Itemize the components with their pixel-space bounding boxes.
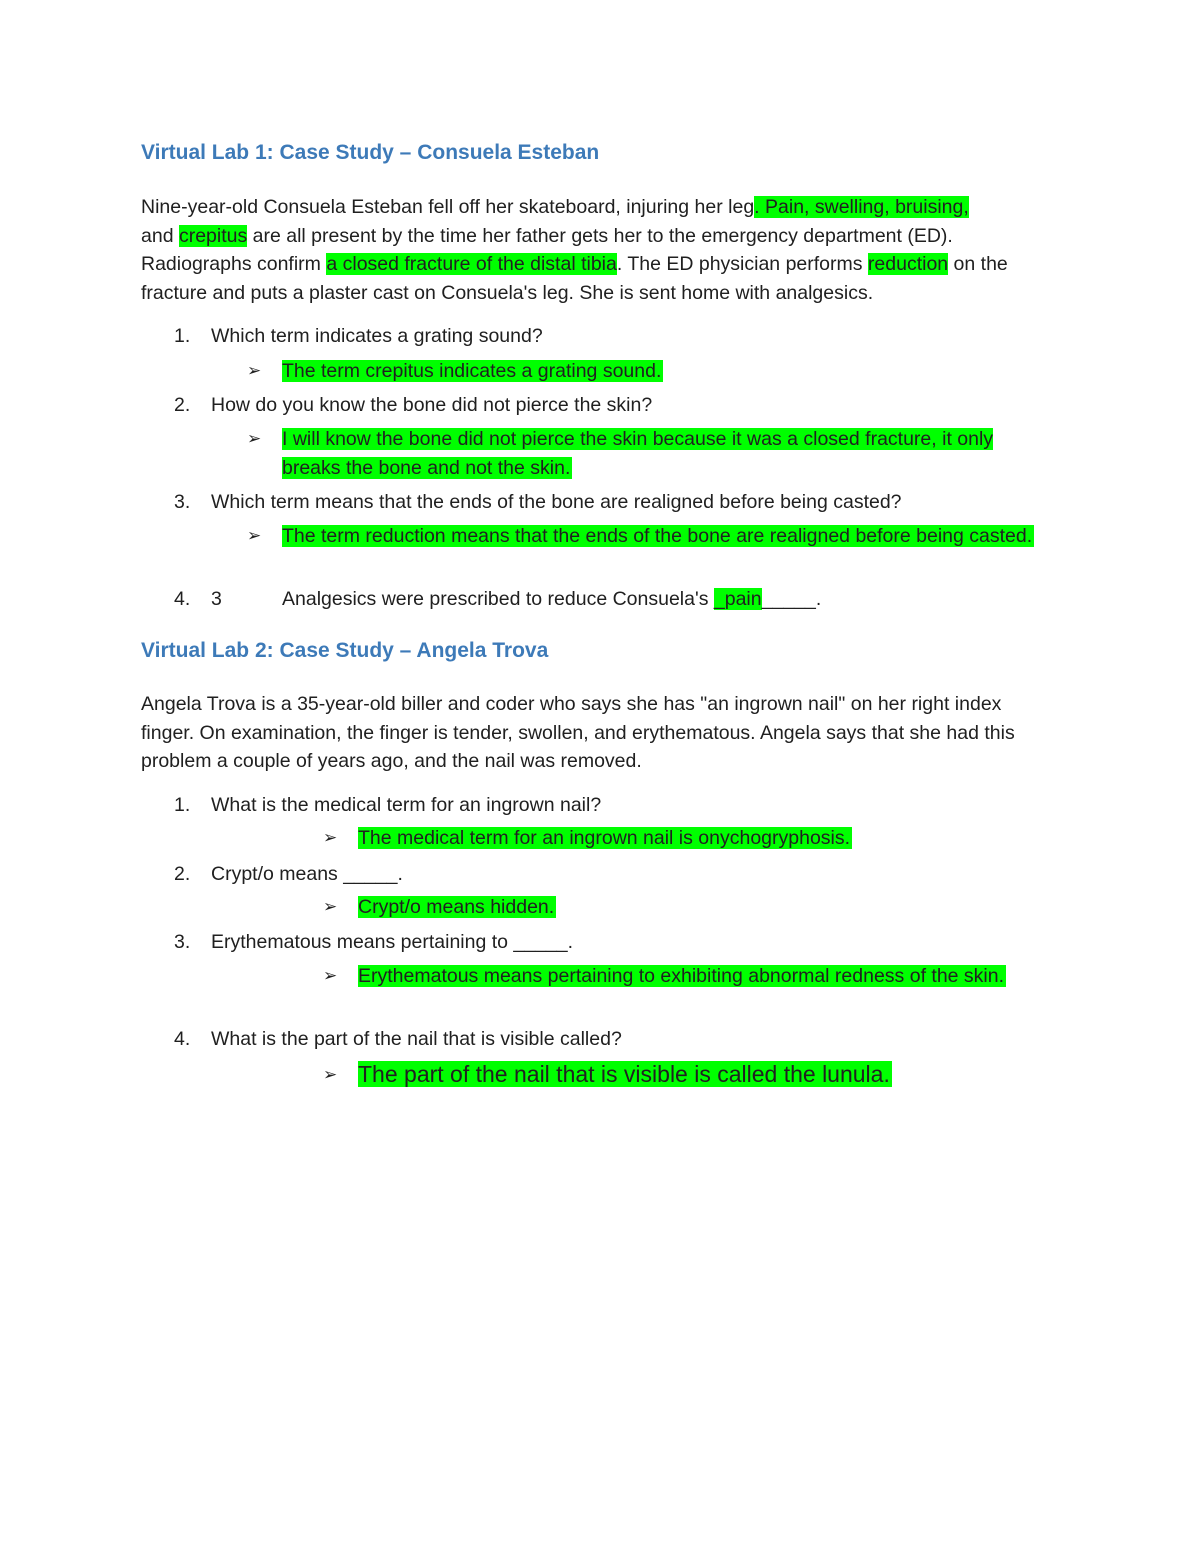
answer: I will know the bone did not pierce the skin because it was a closed fracture, it only breaks the bone and not the skin. [282, 428, 994, 479]
question-text: How do you know the bone did not pierce the skin? [211, 394, 653, 416]
question-text: What is the medical term for an ingrown nail? [211, 794, 602, 816]
arrow-bullet-icon: ➢ [323, 897, 338, 916]
intro-text: Nine-year-old Consuela Esteban fell off her skateboard, injuring her leg [141, 196, 755, 218]
question-text: What is the part of the nail that is visible called? [211, 1028, 622, 1050]
question-number: 1. [174, 325, 191, 347]
intro-text: on the fracture and puts a plaster cast on Consuela's leg. She is sent home with analgesics. [141, 253, 1008, 304]
intro-highlight: reduction [867, 253, 949, 275]
intro-highlight: . Pain, swelling, bruising, [754, 196, 969, 218]
question-number: 4. [174, 588, 191, 610]
answer-blank: _pain [713, 588, 762, 610]
question-number: 1. [174, 794, 191, 816]
question-text: Which term means that the ends of the bone are realigned before being casted? [211, 491, 902, 513]
lab2-intro: Angela Trova is a 35-year-old biller and coder who says she has "an ingrown nail" on her right index finger. On examination, the finger is tender, swollen, and erythematous. Angela says that she had this problem a couple of years ago, and the nail was removed. [141, 693, 1015, 772]
question-text: Analgesics were prescribed to reduce Consuela's _pain_____. [282, 588, 822, 610]
question-text: Erythematous means pertaining to _____. [211, 931, 574, 953]
intro-highlight: a closed fracture of the distal tibia [326, 253, 617, 275]
lab1-intro [141, 193, 1061, 307]
question-number: 3. [174, 931, 191, 953]
question-number: 2. [174, 863, 191, 885]
intro-text: . The ED physician performs [616, 253, 868, 275]
arrow-bullet-icon: ➢ [323, 966, 338, 985]
answer: Crypt/o means hidden. [358, 896, 555, 918]
intro-highlight: crepitus [178, 224, 248, 247]
arrow-bullet-icon: ➢ [247, 429, 262, 448]
arrow-bullet-icon: ➢ [247, 526, 262, 545]
answer: The medical term for an ingrown nail is onychogryphosis. [358, 827, 851, 849]
question-text: Which term indicates a grating sound? [211, 325, 543, 347]
intro-text: are all present by the time her father gets her to the emergency department (ED). Radiographs confirm [141, 224, 953, 275]
question-text: Crypt/o means _____. [211, 863, 403, 885]
question-number: 3. [174, 491, 191, 513]
question-number: 2. [174, 394, 191, 416]
question-subnumber: 3 [211, 588, 222, 610]
answer: The term crepitus indicates a grating sound. [282, 360, 662, 382]
intro-text: and [141, 224, 179, 247]
arrow-bullet-icon: ➢ [323, 1065, 338, 1084]
answer: Erythematous means pertaining to exhibiting abnormal redness of the skin. [358, 965, 1005, 987]
arrow-bullet-icon: ➢ [323, 828, 338, 847]
lab2-heading: Virtual Lab 2: Case Study – Angela Trova [141, 639, 549, 662]
question-number: 4. [174, 1028, 191, 1050]
answer: The term reduction means that the ends of the bone are realigned before being casted. [282, 525, 1033, 547]
answer: The part of the nail that is visible is called the lunula. [358, 1061, 890, 1087]
lab1-heading: Virtual Lab 1: Case Study – Consuela Esteban [141, 141, 600, 164]
arrow-bullet-icon: ➢ [247, 361, 262, 380]
